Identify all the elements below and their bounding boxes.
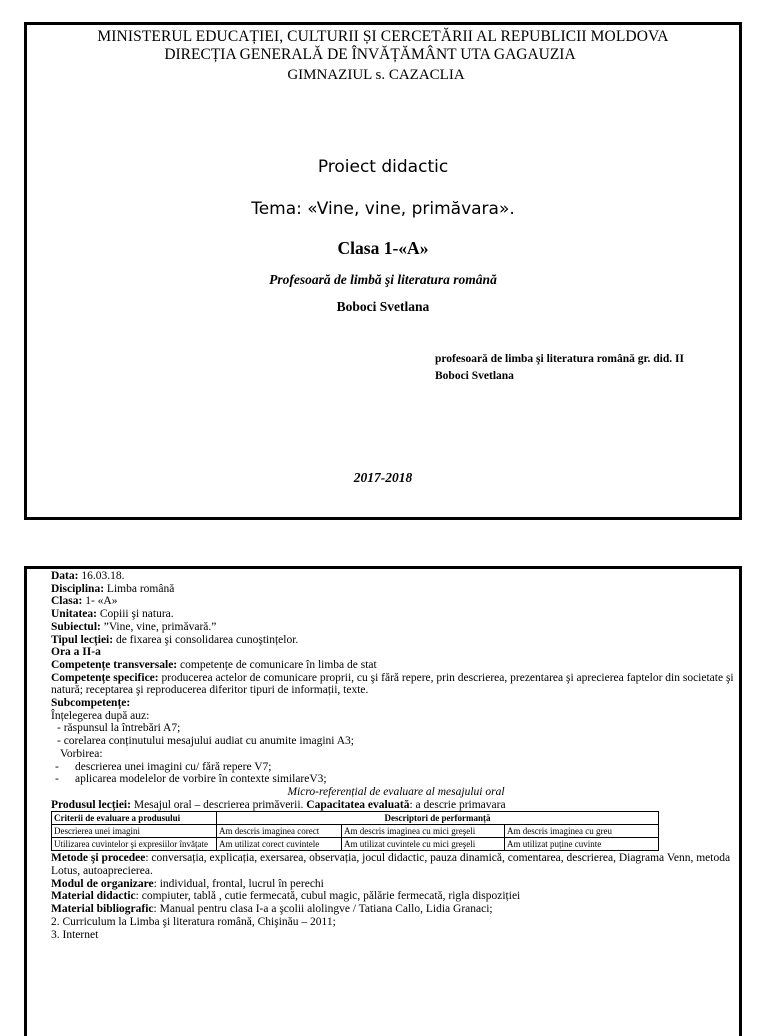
subject-label: Subiectul: [51, 620, 101, 633]
micro-referential-title: Micro-referențial de evaluare al mesajului oral [287, 785, 505, 798]
organization-value: : individual, frontal, lucrul în perechi [153, 877, 324, 890]
didactic-material-value: : compiuter, tablă , cutie fermecată, cubul magic, pălărie fermecată, rigla dispoziției [135, 890, 521, 903]
table-cell: Am descris imaginea corect [217, 825, 342, 838]
table-cell: Am descris imaginea cu mici greşeli [342, 825, 505, 838]
bibliography-value: : Manual pentru clasa I-a a şcolii alolingve / Tatiana Callo, Lidia Granaci; [153, 903, 493, 916]
discipline-label: Disciplina: [51, 582, 105, 595]
specific-competences-value: producerea actelor de comunicare proprii, cu şi fără repere, prin descrierea, prezentarea şi aprecierea faptelor din societate şi natură; receptarea şi reproducerea diferitor tipuri de informații, texte. [51, 671, 734, 697]
subcompetence-item: - răspunsul la întrebări A7; [57, 722, 181, 735]
lesson-theme: Tema: «Vine, vine, primăvara». [251, 199, 515, 219]
table-cell: Descrierea unei imagini [52, 825, 217, 838]
bibliography-item: 3. Internet [51, 928, 99, 941]
hour-line: Ora a II-a [51, 646, 101, 659]
date-line [51, 570, 741, 583]
class-line-label: Clasa: [51, 595, 83, 608]
unit-line [51, 608, 741, 621]
bibliography-label: Material bibliografic [51, 903, 154, 916]
unit-label: Unitatea: [51, 608, 97, 621]
product-line [51, 799, 741, 812]
class-line [51, 595, 741, 608]
table-cell: Utilizarea cuvintelor şi expresiilor învățate [52, 838, 217, 851]
transversal-competences-label: Competențe transversale: [51, 658, 178, 671]
subcompetence-item [51, 773, 741, 786]
subject-value: ”Vine, vine, primăvară.” [100, 620, 217, 633]
didactic-material-label: Material didactic [51, 890, 136, 903]
class-line-value: 1- «A» [82, 595, 118, 608]
table-cell: Am utilizat puține cuvinte [505, 838, 659, 851]
lesson-plan-page [24, 566, 742, 1036]
lesson-type-line [51, 634, 741, 647]
signature-name: Boboci Svetlana [435, 370, 514, 382]
teacher-role: Profesoară de limbă şi literatura română [269, 272, 497, 287]
listening-heading: Înțelegerea după auz: [51, 709, 150, 722]
cover-page [24, 22, 742, 520]
subcompetence-text: descrierea unei imagini cu/ fără repere V7; [75, 760, 272, 773]
transversal-competences-line [51, 659, 741, 672]
class-label: Clasa 1-«A» [337, 238, 429, 258]
organization-line [51, 878, 741, 891]
subcompetence-text: aplicarea modelelor de vorbire în contexte similareV3; [75, 773, 327, 786]
methods-label: Metode şi procedee [51, 852, 146, 865]
capacity-label: Capacitatea evaluată [306, 798, 410, 811]
bibliography-item: 2. Curriculum la Limba şi literatura română, Chişinău – 2011; [51, 915, 336, 928]
organization-label: Modul de organizare [51, 877, 154, 890]
speaking-heading: Vorbirea: [60, 747, 103, 760]
table-row [52, 838, 659, 851]
directorate-heading: DIRECȚIA GENERALĂ DE ÎNVĂȚĂMÂNT UTA GAGAUZIA [164, 46, 576, 63]
ministry-heading: MINISTERUL EDUCAȚIEI, CULTURII ȘI CERCETĂRII AL REPUBLICII MOLDOVA [97, 28, 669, 45]
subject-line [51, 621, 741, 634]
date-label: Data: [51, 570, 79, 582]
school-heading: GIMNAZIUL s. CAZACLIA [287, 67, 465, 83]
discipline-line [51, 583, 741, 596]
evaluation-criteria-table [51, 811, 659, 851]
table-cell: Am descris imaginea cu greu [505, 825, 659, 838]
capacity-value: : a descrie primavara [409, 798, 506, 811]
transversal-competences-value: competențe de comunicare în limba de stat [177, 658, 377, 671]
product-label: Produsul lecției: [51, 798, 131, 811]
table-row [52, 825, 659, 838]
product-value: Mesajul oral – descrierea primăverii. [130, 798, 307, 811]
discipline-value: Limba română [104, 582, 175, 595]
bullet-dash: - [55, 760, 59, 773]
criteria-header: Criterii de evaluare a produsului [52, 812, 217, 825]
signature-role: profesoară de limba şi literatura română gr. did. II [435, 353, 684, 365]
table-cell: Am utilizat cuvintele cu mici greşeli [342, 838, 505, 851]
subcompetences-label: Subcompetențe: [51, 697, 131, 710]
methods-value: : conversația, explicația, exersarea, observația, jocul didactic, pauza dinamică, comentarea, descrierea, Diagrama Venn, metoda Lotus, autoaprecierea. [51, 852, 731, 878]
specific-competences-line [51, 672, 741, 697]
bibliography-line [51, 903, 741, 916]
descriptors-header: Descriptori de performanță [217, 812, 659, 825]
lesson-type-value: de fixarea şi consolidarea cunoştințelor. [113, 633, 299, 646]
bullet-dash: - [55, 773, 59, 786]
lesson-type-label: Tipul lecției: [51, 633, 114, 646]
unit-value: Copiii şi natura. [97, 608, 174, 621]
table-cell: Am utilizat corect cuvintele [217, 838, 342, 851]
lesson-plan-body [51, 570, 741, 941]
document-title: Proiect didactic [317, 157, 449, 177]
specific-competences-label: Competențe specifice: [51, 671, 159, 684]
teacher-name: Boboci Svetlana [336, 299, 430, 314]
date-value: 16.03.18. [78, 570, 125, 582]
school-year: 2017-2018 [353, 470, 413, 485]
table-header-row [52, 812, 659, 825]
didactic-material-line [51, 890, 741, 903]
subcompetence-item [51, 761, 741, 774]
methods-line [51, 852, 741, 877]
subcompetence-item: - corelarea conținutului mesajului audiat cu anumite imagini A3; [57, 735, 354, 748]
